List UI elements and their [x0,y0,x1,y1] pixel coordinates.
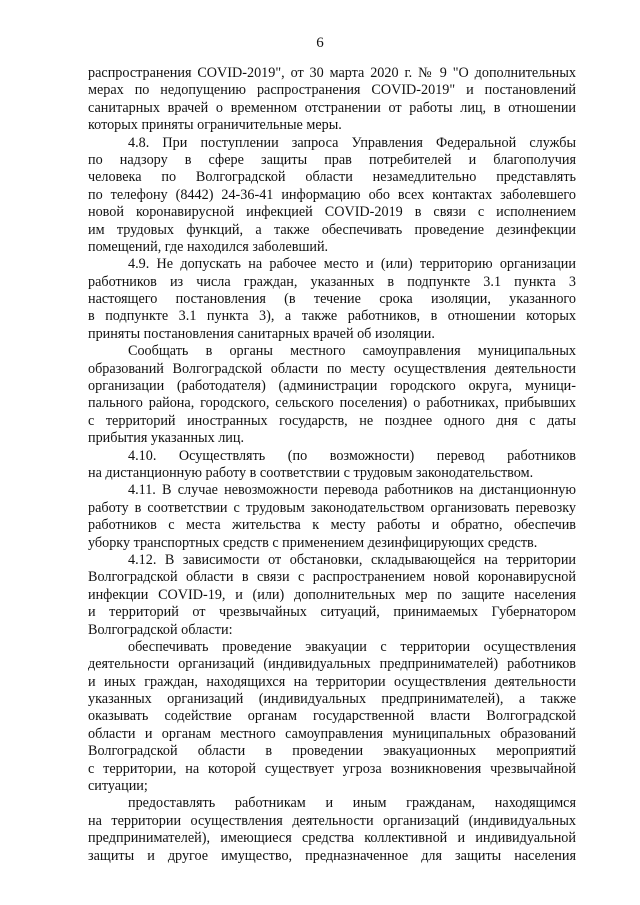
text-line: с территорий иностранных государств, не позднее одного дня с даты [88,412,576,429]
text-line: и территорий от чрезвычайных ситуаций, принимаемых Губернатором [88,604,576,621]
text-line: ситуации; [88,778,148,795]
text-line: и иных граждан, находящихся на территории осуществления деятельности [88,673,576,690]
text-line: указанных организаций (индивидуальных предпринимателей), а также [88,691,576,708]
text-line: санитарных врачей о временном отстранении от работы лиц, в отношении [88,99,576,116]
text-line: работников из числа граждан, указанных в подпункте 3.1 пункта 3 [88,273,576,290]
text-line: работу в соответствии с трудовым законодательством организовать перевозку [88,499,576,516]
text-line: области и органам местного самоуправления муниципальных образований [88,725,576,742]
text-line: которых приняты ограничительные меры. [88,117,342,134]
text-line: на территории осуществления деятельности организаций (индивидуальных [88,812,576,829]
text-line: уборку транспортных средств с применением дезинфицирующих средств. [88,534,538,551]
text-line: защиты и другое имущество, предназначенное для защиты населения [88,847,576,864]
text-line: в подпункте 3.1 пункта 3), а также работников, в отношении которых [88,308,576,325]
text-line: приняты постановления санитарных врачей об изоляции. [88,325,435,342]
text-line: по надзору в сфере защиты прав потребителей и благополучия [88,151,576,168]
text-line: настоящего постановления (в течение срока изоляции, указанного [88,291,576,308]
text-line: 4.10. Осуществлять (по возможности) перевод работников [128,447,576,464]
text-line: инфекции COVID-19, и (или) дополнительных мер по защите населения [88,586,576,603]
text-line: прибытия указанных лиц. [88,430,245,447]
text-line: организации (работодателя) (администрации городского округа, муници- [88,378,576,395]
text-line: 4.12. В зависимости от обстановки, складывающейся на территории [128,551,576,568]
text-line: образований Волгоградской области по месту осуществления деятельности [88,360,576,377]
page-number: 6 [316,35,324,51]
text-line: на дистанционную работу в соответствии с трудовым законодательством. [88,464,534,481]
text-line: 4.9. Не допускать на рабочее место и (или) территорию организации [128,256,576,273]
text-line: по телефону (8442) 24-36-41 информацию обо всех контактах заболевшего [88,186,576,203]
text-line: 4.11. В случае невозможности перевода работников на дистанционную [128,482,576,499]
text-line: работников с места жительства к месту работы и обратно, обеспечив [88,517,576,534]
text-line: с территории, на которой существует угроза возникновения чрезвычайной [88,760,576,777]
text-line: помещений, где находился заболевший. [88,238,329,255]
document-body [88,65,576,865]
text-line: пального района, городского, сельского поселения) о работниках, прибывших [88,395,576,412]
text-line: им трудовых функций, а также обеспечивать проведение дезинфекции [88,221,576,238]
text-line: Сообщать в органы местного самоуправления муниципальных [128,343,576,360]
text-line: деятельности организаций (индивидуальных предпринимателей) работников [88,656,576,673]
text-line: обеспечивать проведение эвакуации с территории осуществления [128,638,576,655]
text-line: Волгоградской области в проведении эвакуационных мероприятий [88,743,576,760]
text-line: оказывать содействие органам государственной власти Волгоградской [88,708,576,725]
text-line: человека по Волгоградской области незамедлительно представлять [88,169,576,186]
text-line: предоставлять работникам и иным гражданам, находящимся [128,795,576,812]
text-line: Волгоградской области в связи с распространением новой коронавирусной [88,569,576,586]
text-line: 4.8. При поступлении запроса Управления Федеральной службы [128,134,576,151]
text-line: Волгоградской области: [88,621,233,638]
text-line: предпринимателей), имеющиеся средства коллективной и индивидуальной [88,830,576,847]
text-line: новой коронавирусной инфекцией COVID-2019 в связи с исполнением [88,204,576,221]
text-line: распространения COVID-2019", от 30 марта 2020 г. № 9 "О дополнительных [88,65,576,81]
text-line: мерах по недопущению распространения COVID-2019" и постановлений [88,82,576,99]
